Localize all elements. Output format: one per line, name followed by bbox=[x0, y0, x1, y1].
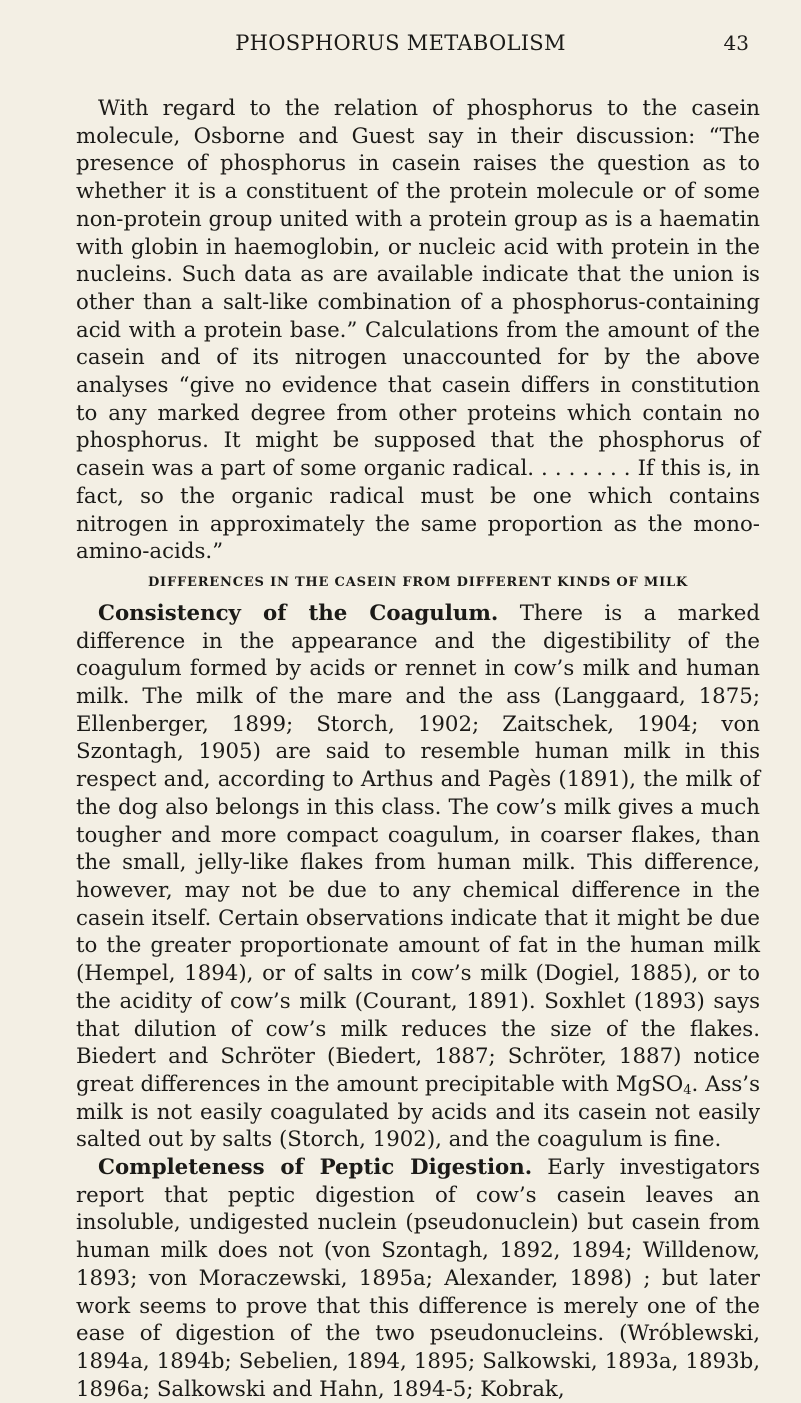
paragraph-text: Early investigators report that peptic digestion of cow’s casein leaves an insoluble, undigested nuclein (pseudonuclein) but casein from human milk does not (von Szontagh, 1892, 1894; Willdenow, 1893; von Moraczewski, 1895a; Alexander, 1898) ; but later work seems to prove that this difference is merely one of the ease of digestion of the two pseudonucleins. (Wróblewski, 1894a, 1894b; Sebelien, 1894, 1895; Salkowski, 1893a, 1893b, 1896a; Salkowski and Hahn, 1894-5; Kobrak, bbox=[76, 1155, 760, 1402]
body-text bbox=[76, 95, 760, 1403]
paragraph-text: There is a marked difference in the appearance and the digestibility of the coagulum formed by acids or rennet in cow’s milk and human milk. The milk of the mare and the ass (Langgaard, 1875; Ellenberger, 1899; Storch, 1902; Zaitschek, 1904; von Szontagh, 1905) are said to resemble human milk in this respect and, according to Arthus and Pagès (1891), the milk of the dog also belongs in this class. The cow’s milk gives a much tougher and more compact coagulum, in coarser flakes, than the small, jelly-like flakes from human milk. This difference, however, may not be due to any chemical difference in the casein itself. Certain observations indicate that it might be due to the greater proportionate amount of fat in the human milk (Hempel, 1894), or of salts in cow’s milk (Dogiel, 1885), or to the acidity of cow’s milk (Courant, 1891). Soxhlet (1893) says that dilution of cow’s milk reduces the size of the flakes. Biedert and Schröter (Biedert, 1887; Schröter, 1887) notice great differences in the amount precipitable with MgSO bbox=[76, 600, 760, 1097]
running-title: PHOSPHORUS METABOLISM bbox=[235, 31, 566, 55]
paragraph-text: With regard to the relation of phosphorus to the casein molecule, Osborne and Guest say in their discussion: “The presence of phosphorus in casein raises the question as to whether it is a constituent of the protein molecule or of some non-protein group united with a protein group as is a haematin with globin in haemoglobin, or nucleic acid with protein in the nucleins. Such data as are available indicate that the union is other than a salt-like combination of a phosphorus-containing acid with a protein base.” Calculations from the amount of the casein and of its nitrogen unaccounted for by the above analyses “give no evidence that casein differs in constitution to any marked degree from other proteins which contain no phosphorus. It might be supposed that the phosphorus of casein was a part of some organic radical. . . . . . . . If this is, in fact, so the organic radical must be one which contains nitrogen in approximately the same proportion as the mono-amino-acids.” bbox=[76, 96, 760, 565]
run-in-heading: Consistency of the Coagulum. bbox=[98, 600, 499, 626]
paragraph-peptic-digestion bbox=[76, 1154, 760, 1403]
run-in-heading: Completeness of Peptic Digestion. bbox=[98, 1155, 533, 1181]
section-heading: DIFFERENCES IN THE CASEIN FROM DIFFERENT KINDS OF MILK bbox=[147, 574, 689, 590]
paragraph-osborne-guest bbox=[76, 95, 760, 566]
paragraph-text-continued: . Ass’s milk is not easily coagulated by acids and its casein not easily salted out by salts (Storch, 1902), and the coagulum is fine. bbox=[76, 1071, 761, 1153]
paragraph-consistency bbox=[76, 600, 760, 1154]
page-number: 43 bbox=[723, 31, 749, 55]
subscript: 4 bbox=[683, 1082, 692, 1098]
